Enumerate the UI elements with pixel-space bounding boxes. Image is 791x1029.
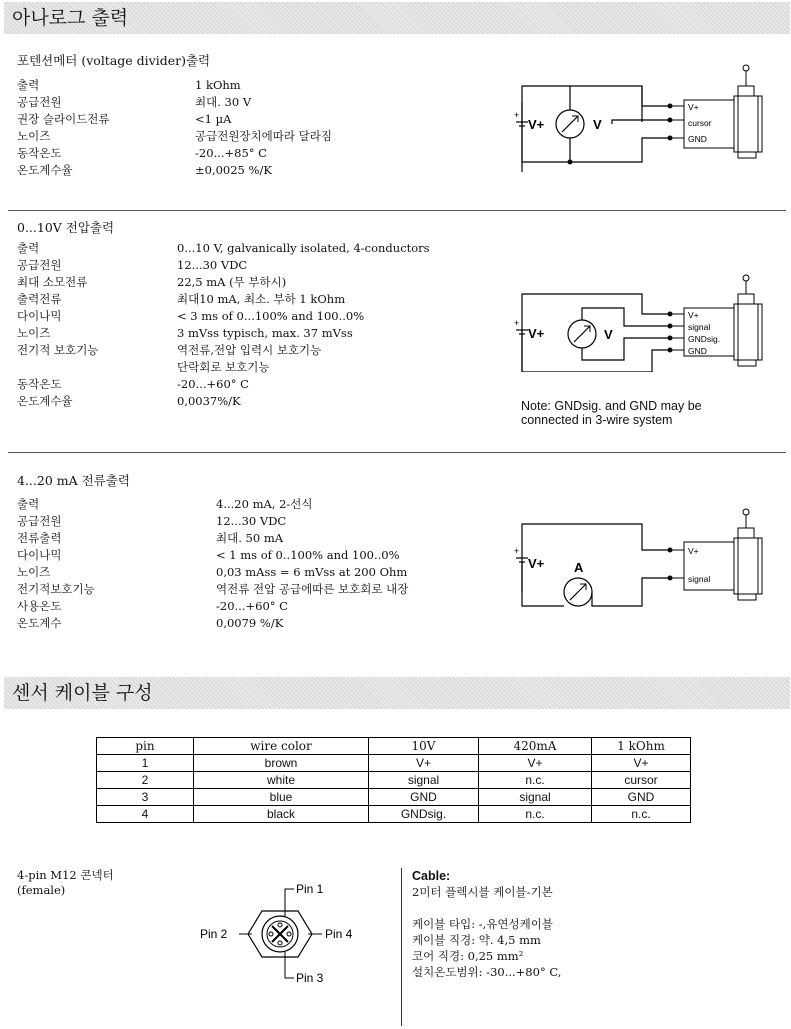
pin-assignment-table [96,737,691,823]
spec-value: 0,0079 %/K [216,616,284,630]
spec-key: 전류출력 [17,531,62,545]
svg-text:V+: V+ [688,102,699,112]
current-wiring-diagram [512,506,772,616]
spec-value: 0...10 V, galvanically isolated, 4-conductors [177,241,430,255]
table-cell: black [194,806,369,823]
table-header-row [97,738,691,755]
spec-key: 출력 [17,78,40,92]
table-cell: GND [592,789,691,806]
table-cell: V+ [479,755,592,772]
svg-text:GND: GND [688,346,707,356]
spec-key: 동작온도 [17,377,62,391]
spec-key: 사용온도 [17,599,62,613]
spec-key: 다이나믹 [17,309,62,323]
meter-label: V [604,327,613,342]
table-cell: brown [194,755,369,772]
spec-key: 공급전원 [17,258,62,272]
table-header-cell: 10V [369,738,479,755]
spec-key: 온도계수율 [17,394,73,408]
table-cell: GNDsig. [369,806,479,823]
spec-value: -20...+85° C [195,146,267,160]
supply-label: V+ [528,117,545,132]
section-divider [8,452,786,453]
voltage-note: Note: GNDsig. and GND may be connected in 3-wire system [521,399,702,427]
pin3-label: Pin 3 [296,971,324,985]
spec-key: 동작온도 [17,146,62,160]
spec-key: 출력 [17,241,40,255]
table-cell: signal [479,789,592,806]
spec-value: < 3 ms of 0...100% and 100..0% [177,309,365,323]
connector-label: 4-pin M12 콘넥터 (female) [17,868,114,897]
table-cell: 2 [97,772,194,789]
spec-value: 12...30 VDC [216,514,287,528]
table-row [97,806,691,823]
spec-value: 22,5 mA (무 부하시) [177,275,287,289]
svg-text:signal: signal [688,574,711,584]
spec-key: 권장 슬라이드전류 [17,112,110,126]
pin1-label: Pin 1 [296,882,324,896]
spec-key: 노이즈 [17,326,51,340]
spec-key: 전기적보호기능 [17,582,95,596]
pin2-label: Pin 2 [200,927,228,941]
svg-text:+: + [514,546,520,556]
section-divider [8,210,786,211]
spec-value: 단락회로 보호기능 [177,360,270,374]
table-header-cell: wire color [194,738,369,755]
table-cell: signal [369,772,479,789]
m12-connector-diagram [190,876,380,996]
cable-info-line: 2미터 플렉시블 케이블-기본 [412,885,553,899]
svg-text:V+: V+ [688,546,699,556]
svg-text:cursor: cursor [688,118,712,128]
spec-value: 공급전원장치에따라 달라짐 [195,129,332,143]
spec-key: 출력전류 [17,292,62,306]
table-cell: white [194,772,369,789]
table-cell: 1 [97,755,194,772]
current-output-title: 4...20 mA 전류출력 [17,473,130,488]
table-row [97,772,691,789]
spec-value: 역전류 전압 공급에따른 보호회로 내장 [216,582,409,596]
cable-info-title: Cable: [412,869,451,883]
table-header-cell: pin [97,738,194,755]
spec-key: 다이나믹 [17,548,62,562]
table-cell: cursor [592,772,691,789]
spec-value: ±0,0025 %/K [195,163,272,177]
svg-text:GND: GND [688,134,707,144]
meter-label: A [574,560,584,575]
spec-value: <1 µA [195,112,232,126]
voltage-wiring-diagram [512,272,772,372]
table-cell: 3 [97,789,194,806]
column-divider [401,868,402,1026]
svg-text:GNDsig.: GNDsig. [688,334,721,344]
voltage-output-title: 0...10V 전압출력 [17,220,115,235]
spec-value: 4...20 mA, 2-선식 [216,497,313,511]
cable-info-line [412,900,561,916]
table-cell: blue [194,789,369,806]
potentiometer-wiring-diagram [512,62,772,172]
cable-info-line: 케이블 타입: -,유연성케이블 [412,917,553,931]
spec-value: 0,0037%/K [177,394,241,408]
table-row [97,755,691,772]
table-cell: n.c. [592,806,691,823]
svg-text:V+: V+ [688,310,699,320]
table-header-cell: 420mA [479,738,592,755]
spec-value: < 1 ms of 0..100% and 100..0% [216,548,400,562]
spec-key: 전기적 보호기능 [17,343,99,357]
spec-value: 최대10 mA, 최소. 부하 1 kOhm [177,292,346,306]
spec-key: 노이즈 [17,565,51,579]
table-cell: 4 [97,806,194,823]
spec-value: 3 mVss typisch, max. 37 mVss [177,326,353,340]
table-cell: V+ [369,755,479,772]
svg-text:+: + [514,110,520,120]
table-row [97,789,691,806]
spec-value: -20...+60° C [177,377,249,391]
svg-text:signal: signal [688,322,711,332]
spec-key: 공급전원 [17,95,62,109]
spec-value: 12...30 VDC [177,258,248,272]
spec-value: 역전류,전압 입력시 보호기능 [177,343,322,357]
section-banner-cable: 센서 케이블 구성 [4,677,790,709]
table-cell: n.c. [479,772,592,789]
potentiometer-title: 포텐션메터 (voltage divider)출력 [17,53,211,68]
spec-value: 1 kOhm [195,78,241,92]
table-cell: n.c. [479,806,592,823]
pin4-label: Pin 4 [325,927,353,941]
svg-text:+: + [514,318,520,328]
cable-info-line: 코어 직경: 0,25 mm² [412,949,524,963]
spec-value: 최대. 30 V [195,95,252,109]
table-cell: GND [369,789,479,806]
spec-key: 온도계수율 [17,163,73,177]
spec-key: 공급전원 [17,514,62,528]
meter-label: V [593,117,602,132]
spec-key: 온도계수 [17,616,62,630]
spec-key: 노이즈 [17,129,51,143]
spec-value: 0,03 mAss = 6 mVss at 200 Ohm [216,565,408,579]
cable-info-line: 케이블 직경: 약. 4,5 mm [412,933,541,947]
spec-value: 최대. 50 mA [216,531,284,545]
table-header-cell: 1 kOhm [592,738,691,755]
table-cell: V+ [592,755,691,772]
cable-info-line: 설치온도범위: -30...+80° C, [412,965,562,979]
supply-label: V+ [528,326,545,341]
spec-key: 출력 [17,497,40,511]
supply-label: V+ [528,556,545,571]
cable-info [412,868,561,980]
spec-key: 최대 소모전류 [17,275,88,289]
section-banner-analog: 아나로그 출력 [4,2,790,34]
spec-value: -20...+60° C [216,599,288,613]
